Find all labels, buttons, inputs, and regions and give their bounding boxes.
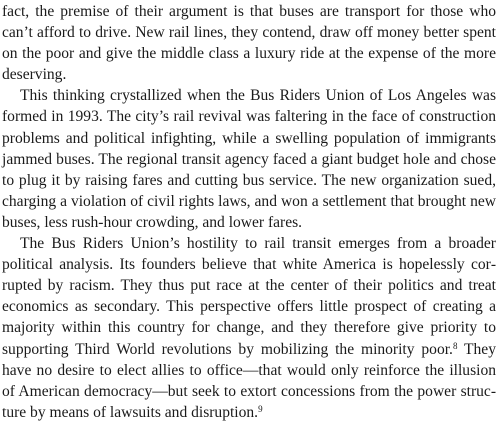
- paragraph-political-analysis: [2, 233, 496, 423]
- paragraph-bus-riders-union-formation: This thinking crystallized when the Bus Riders Union of Los Angeles was formed in 1993. The city’s rail revival was faltering in the face of construction problems and political infighting, while a swelling population of immigrants jammed buses. The regional transit agency faced a giant budget hole and chose to plug it by raising fares and cutting bus service. The new organization sued, charging a violation of civil rights laws, and won a settlement that brought new buses, less rush-hour crowding, and lower fares.: [2, 87, 496, 231]
- paragraph-premise: fact, the premise of their argument is that buses are transport for those who can’t afford to drive. New rail lines, they contend, draw off money better spent on the poor and give the middle class a luxury ride at the expense of the more deserving.: [2, 3, 496, 84]
- paragraph-text-part-1: The Bus Riders Union’s hostility to rail transit emerges from a broader political analysis. Its founders believe that white America is hopelessly corrupted by racism. They thus put race at the center of their politics and treat economics as secondary. This perspective offers little prospect of creating a majority within this country for change, and they therefore give priority to supporting Third World revolutions by mobilizing the minority poor.: [2, 235, 496, 358]
- book-page-text: [2, 1, 496, 423]
- paragraph-text-part-2: They have no desire to elect allies to office—that would only reinforce the illusion of American democracy—but seek to extort concessions from the power structure by means of lawsuits and disruption.: [2, 340, 496, 421]
- footnote-marker-8[interactable]: 8: [452, 340, 458, 351]
- footnote-marker-9[interactable]: 9: [258, 403, 263, 414]
